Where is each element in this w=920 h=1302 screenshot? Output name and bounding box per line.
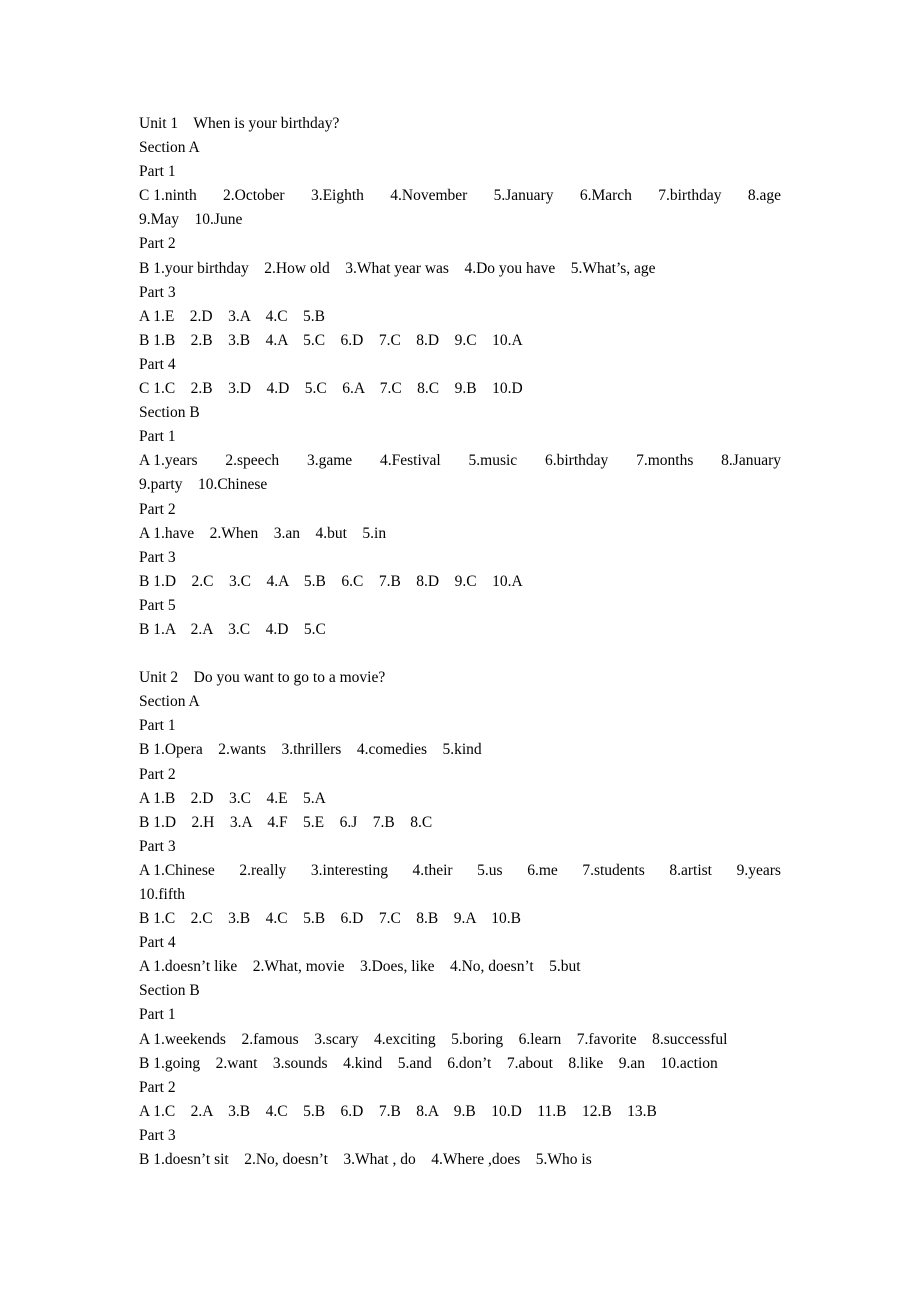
answer-item: 4.November xyxy=(390,187,468,205)
answer-line: A 1.weekends 2.famous 3.scary 4.exciting 5.boring 6.learn 7.favorite 8.successful xyxy=(139,1030,728,1048)
part-heading: Part 3 xyxy=(139,837,176,855)
answer-item: 7.months xyxy=(636,452,694,470)
answer-item: 5.music xyxy=(468,452,518,470)
answer-line xyxy=(139,449,781,473)
answer-line: B 1.going 2.want 3.sounds 4.kind 5.and 6.don’t 7.about 8.like 9.an 10.action xyxy=(139,1054,718,1072)
part-heading: Part 3 xyxy=(139,1126,176,1144)
section-heading: Section B xyxy=(139,404,200,422)
answer-item: 6.March xyxy=(579,187,632,205)
answer-line: A 1.have 2.When 3.an 4.but 5.in xyxy=(139,524,387,542)
answer-item: 5.us xyxy=(477,861,503,879)
answer-line: B 1.C 2.C 3.B 4.C 5.B 6.D 7.C 8.B 9.A 10.B xyxy=(139,910,521,928)
answer-line: B 1.D 2.C 3.C 4.A 5.B 6.C 7.B 8.D 9.C 10.A xyxy=(139,572,523,590)
answer-line: B 1.A 2.A 3.C 4.D 5.C xyxy=(139,620,326,638)
answer-line: B 1.doesn’t sit 2.No, doesn’t 3.What , do 4.Where ,does 5.Who is xyxy=(139,1151,592,1169)
blank-line xyxy=(139,642,799,666)
answer-item: A 1.years xyxy=(139,452,198,470)
answer-item: 8.artist xyxy=(669,861,712,879)
answer-line: B 1.D 2.H 3.A 4.F 5.E 6.J 7.B 8.C xyxy=(139,813,433,831)
section-heading: Section B xyxy=(139,982,200,1000)
answer-item: 3.game xyxy=(306,452,353,470)
answer-line: 9.May 10.June xyxy=(139,211,243,229)
part-heading: Part 4 xyxy=(139,355,176,373)
part-heading: Part 4 xyxy=(139,934,176,952)
part-heading: Part 2 xyxy=(139,500,176,518)
unit-title: Unit 2 Do you want to go to a movie? xyxy=(139,669,386,687)
answer-line: B 1.B 2.B 3.B 4.A 5.C 6.D 7.C 8.D 9.C 10.A xyxy=(139,331,523,349)
answer-item: 3.Eighth xyxy=(310,187,364,205)
section-heading: Section A xyxy=(139,139,200,157)
part-heading: Part 1 xyxy=(139,163,176,181)
answer-line xyxy=(139,184,781,208)
answer-item: 8.January xyxy=(721,452,781,470)
part-heading: Part 2 xyxy=(139,1078,176,1096)
answer-line: B 1.Opera 2.wants 3.thrillers 4.comedies 5.kind xyxy=(139,741,482,759)
part-heading: Part 3 xyxy=(139,283,176,301)
answer-item: 6.me xyxy=(527,861,558,879)
answer-item: 4.Festival xyxy=(379,452,441,470)
answer-item: 6.birthday xyxy=(544,452,609,470)
part-heading: Part 2 xyxy=(139,765,176,783)
unit-title: Unit 1 When is your birthday? xyxy=(139,115,340,132)
answer-line: B 1.your birthday 2.How old 3.What year was 4.Do you have 5.What’s, age xyxy=(139,259,656,277)
part-heading: Part 2 xyxy=(139,235,176,253)
answer-item: 5.January xyxy=(493,187,554,205)
answer-line: A 1.E 2.D 3.A 4.C 5.B xyxy=(139,307,326,325)
answer-item: 2.speech xyxy=(225,452,280,470)
part-heading: Part 5 xyxy=(139,596,176,614)
answer-item: C 1.ninth xyxy=(139,187,197,205)
answer-item: A 1.Chinese xyxy=(139,861,215,879)
answer-item: 8.age xyxy=(747,187,781,205)
part-heading: Part 1 xyxy=(139,428,176,446)
answer-item: 3.interesting xyxy=(310,861,388,879)
answer-line: A 1.C 2.A 3.B 4.C 5.B 6.D 7.B 8.A 9.B 10.D 11.B 12.B 13.B xyxy=(139,1102,657,1120)
part-heading: Part 1 xyxy=(139,717,176,735)
answer-item: 7.students xyxy=(582,861,645,879)
answer-line: 9.party 10.Chinese xyxy=(139,476,268,494)
answer-line: A 1.B 2.D 3.C 4.E 5.A xyxy=(139,789,326,807)
answer-line: 10.fifth xyxy=(139,886,186,903)
answer-key-document xyxy=(139,112,799,1172)
answer-item: 7.birthday xyxy=(658,187,722,205)
answer-line xyxy=(139,859,781,883)
part-heading: Part 1 xyxy=(139,1006,176,1024)
answer-item: 4.their xyxy=(412,861,453,879)
answer-line: A 1.doesn’t like 2.What, movie 3.Does, like 4.No, doesn’t 5.but xyxy=(139,958,581,976)
answer-item: 2.really xyxy=(239,861,287,879)
section-heading: Section A xyxy=(139,693,200,711)
answer-item: 9.years xyxy=(736,861,781,879)
answer-line: C 1.C 2.B 3.D 4.D 5.C 6.A 7.C 8.C 9.B 10.D xyxy=(139,380,523,398)
part-heading: Part 3 xyxy=(139,548,176,566)
answer-item: 2.October xyxy=(223,187,285,205)
